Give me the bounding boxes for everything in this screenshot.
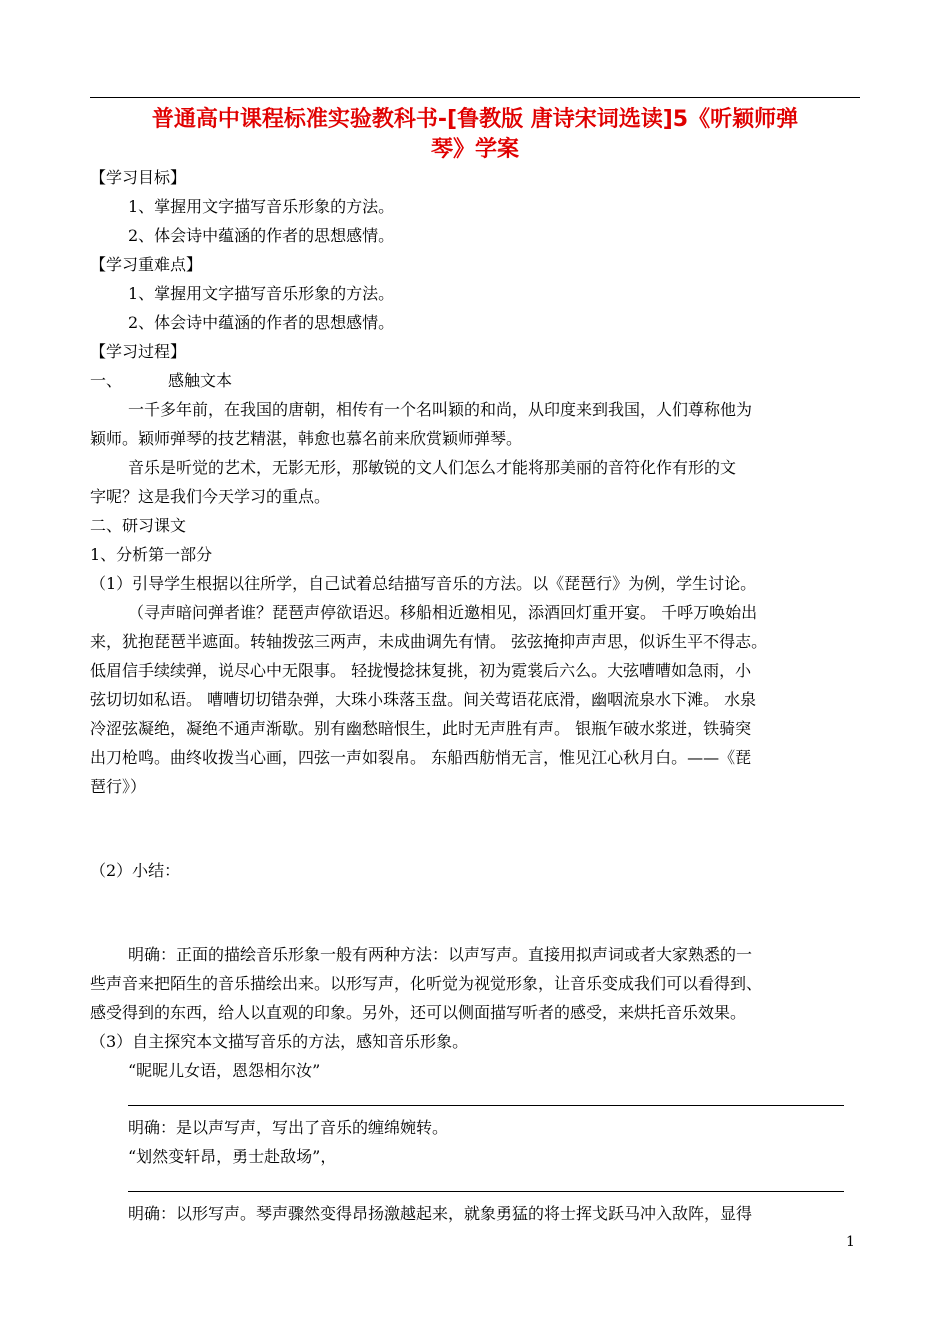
quote-line: （寻声暗问弹者谁？琵琶声停欲语迟。移船相近邀相见，添酒回灯重开宴。 千呼万唤始出 [128, 603, 758, 622]
objective-item: 2、体会诗中蕴涵的作者的思想感情。 [128, 226, 395, 245]
part1-heading-number: 一、 [90, 371, 123, 390]
paragraph-line: 音乐是听觉的艺术，无影无形，那敏锐的文人们怎么才能将那美丽的音符化作有形的文 [128, 458, 737, 477]
answer-line: 感受得到的东西，给人以直观的印象。另外，还可以侧面描写听者的感受，来烘托音乐效果。 [90, 1003, 747, 1022]
process-heading: 【学习过程】 [90, 342, 187, 361]
part2-subheading: 1、分析第一部分 [90, 545, 213, 564]
objectives-heading: 【学习目标】 [90, 168, 187, 187]
quote-line: 出刀枪鸣。曲终收拨当心画，四弦一声如裂帛。 东船西舫悄无言，惟见江心秋月白。——《琵 [90, 748, 752, 767]
answer-line: 明确：是以声写声，写出了音乐的缠绵婉转。 [128, 1118, 449, 1137]
poem-line: “昵昵儿女语，恩怨相尔汝” [128, 1061, 321, 1080]
header-rule [90, 97, 860, 98]
paragraph-line: 字呢？这是我们今天学习的重点。 [90, 487, 331, 506]
answer-blank-line [128, 1191, 844, 1192]
question-2: （2）小结： [90, 861, 181, 880]
document-title [90, 105, 860, 165]
question-3: （3）自主探究本文描写音乐的方法，感知音乐形象。 [90, 1032, 469, 1051]
paragraph-line: 颖师。颖师弹琴的技艺精湛，韩愈也慕名前来欣赏颖师弹琴。 [90, 429, 523, 448]
quote-line: 低眉信手续续弹，说尽心中无限事。 轻拢慢捻抹复挑，初为霓裳后六么。大弦嘈嘈如急雨，小 [90, 661, 752, 680]
objective-item: 1、掌握用文字描写音乐形象的方法。 [128, 197, 395, 216]
paragraph-line: 一千多年前，在我国的唐朝，相传有一个名叫颖的和尚，从印度来到我国，人们尊称他为 [128, 400, 753, 419]
quote-line: 弦切切如私语。 嘈嘈切切错杂弹，大珠小珠落玉盘。间关莺语花底滑，幽咽流泉水下滩。 水泉 [90, 690, 757, 709]
quote-line: 冷涩弦凝绝，凝绝不通声渐歇。别有幽愁暗恨生，此时无声胜有声。 银瓶乍破水浆迸，铁骑突 [90, 719, 752, 738]
poem-line: “划然变轩昂，勇士赴敌场”， [128, 1147, 337, 1166]
answer-line: 明确：以形写声。琴声骤然变得昂扬激越起来，就象勇猛的将士挥戈跃马冲入敌阵，显得 [128, 1204, 753, 1223]
difficulties-heading: 【学习重难点】 [90, 255, 203, 274]
quote-line: 琶行》） [90, 777, 147, 796]
part1-heading-text: 感触文本 [168, 371, 233, 390]
difficulty-item: 2、体会诗中蕴涵的作者的思想感情。 [128, 313, 395, 332]
answer-blank-line [128, 1105, 844, 1106]
answer-line: 明确：正面的描绘音乐形象一般有两种方法：以声写声。直接用拟声词或者大家熟悉的一 [128, 945, 753, 964]
answer-line: 些声音来把陌生的音乐描绘出来。以形写声，化听觉为视觉形象，让音乐变成我们可以看得到、 [90, 974, 763, 993]
part1-heading [90, 370, 870, 392]
difficulty-item: 1、掌握用文字描写音乐形象的方法。 [128, 284, 395, 303]
part2-heading: 二、研习课文 [90, 516, 187, 535]
question-1: （1）引导学生根据以往所学，自己试着总结描写音乐的方法。以《琵琶行》为例，学生讨论。 [90, 574, 757, 593]
page-number: 1 [846, 1234, 855, 1250]
title-line-1: 普通高中课程标准实验教科书-[鲁教版 唐诗宋词选读]5《听颖师弹 [151, 107, 799, 132]
quote-line: 来，犹抱琵琶半遮面。转轴拨弦三两声，未成曲调先有情。 弦弦掩抑声声思，似诉生平不得志。 [90, 632, 768, 651]
title-line-2: 琴》学案 [430, 137, 519, 162]
